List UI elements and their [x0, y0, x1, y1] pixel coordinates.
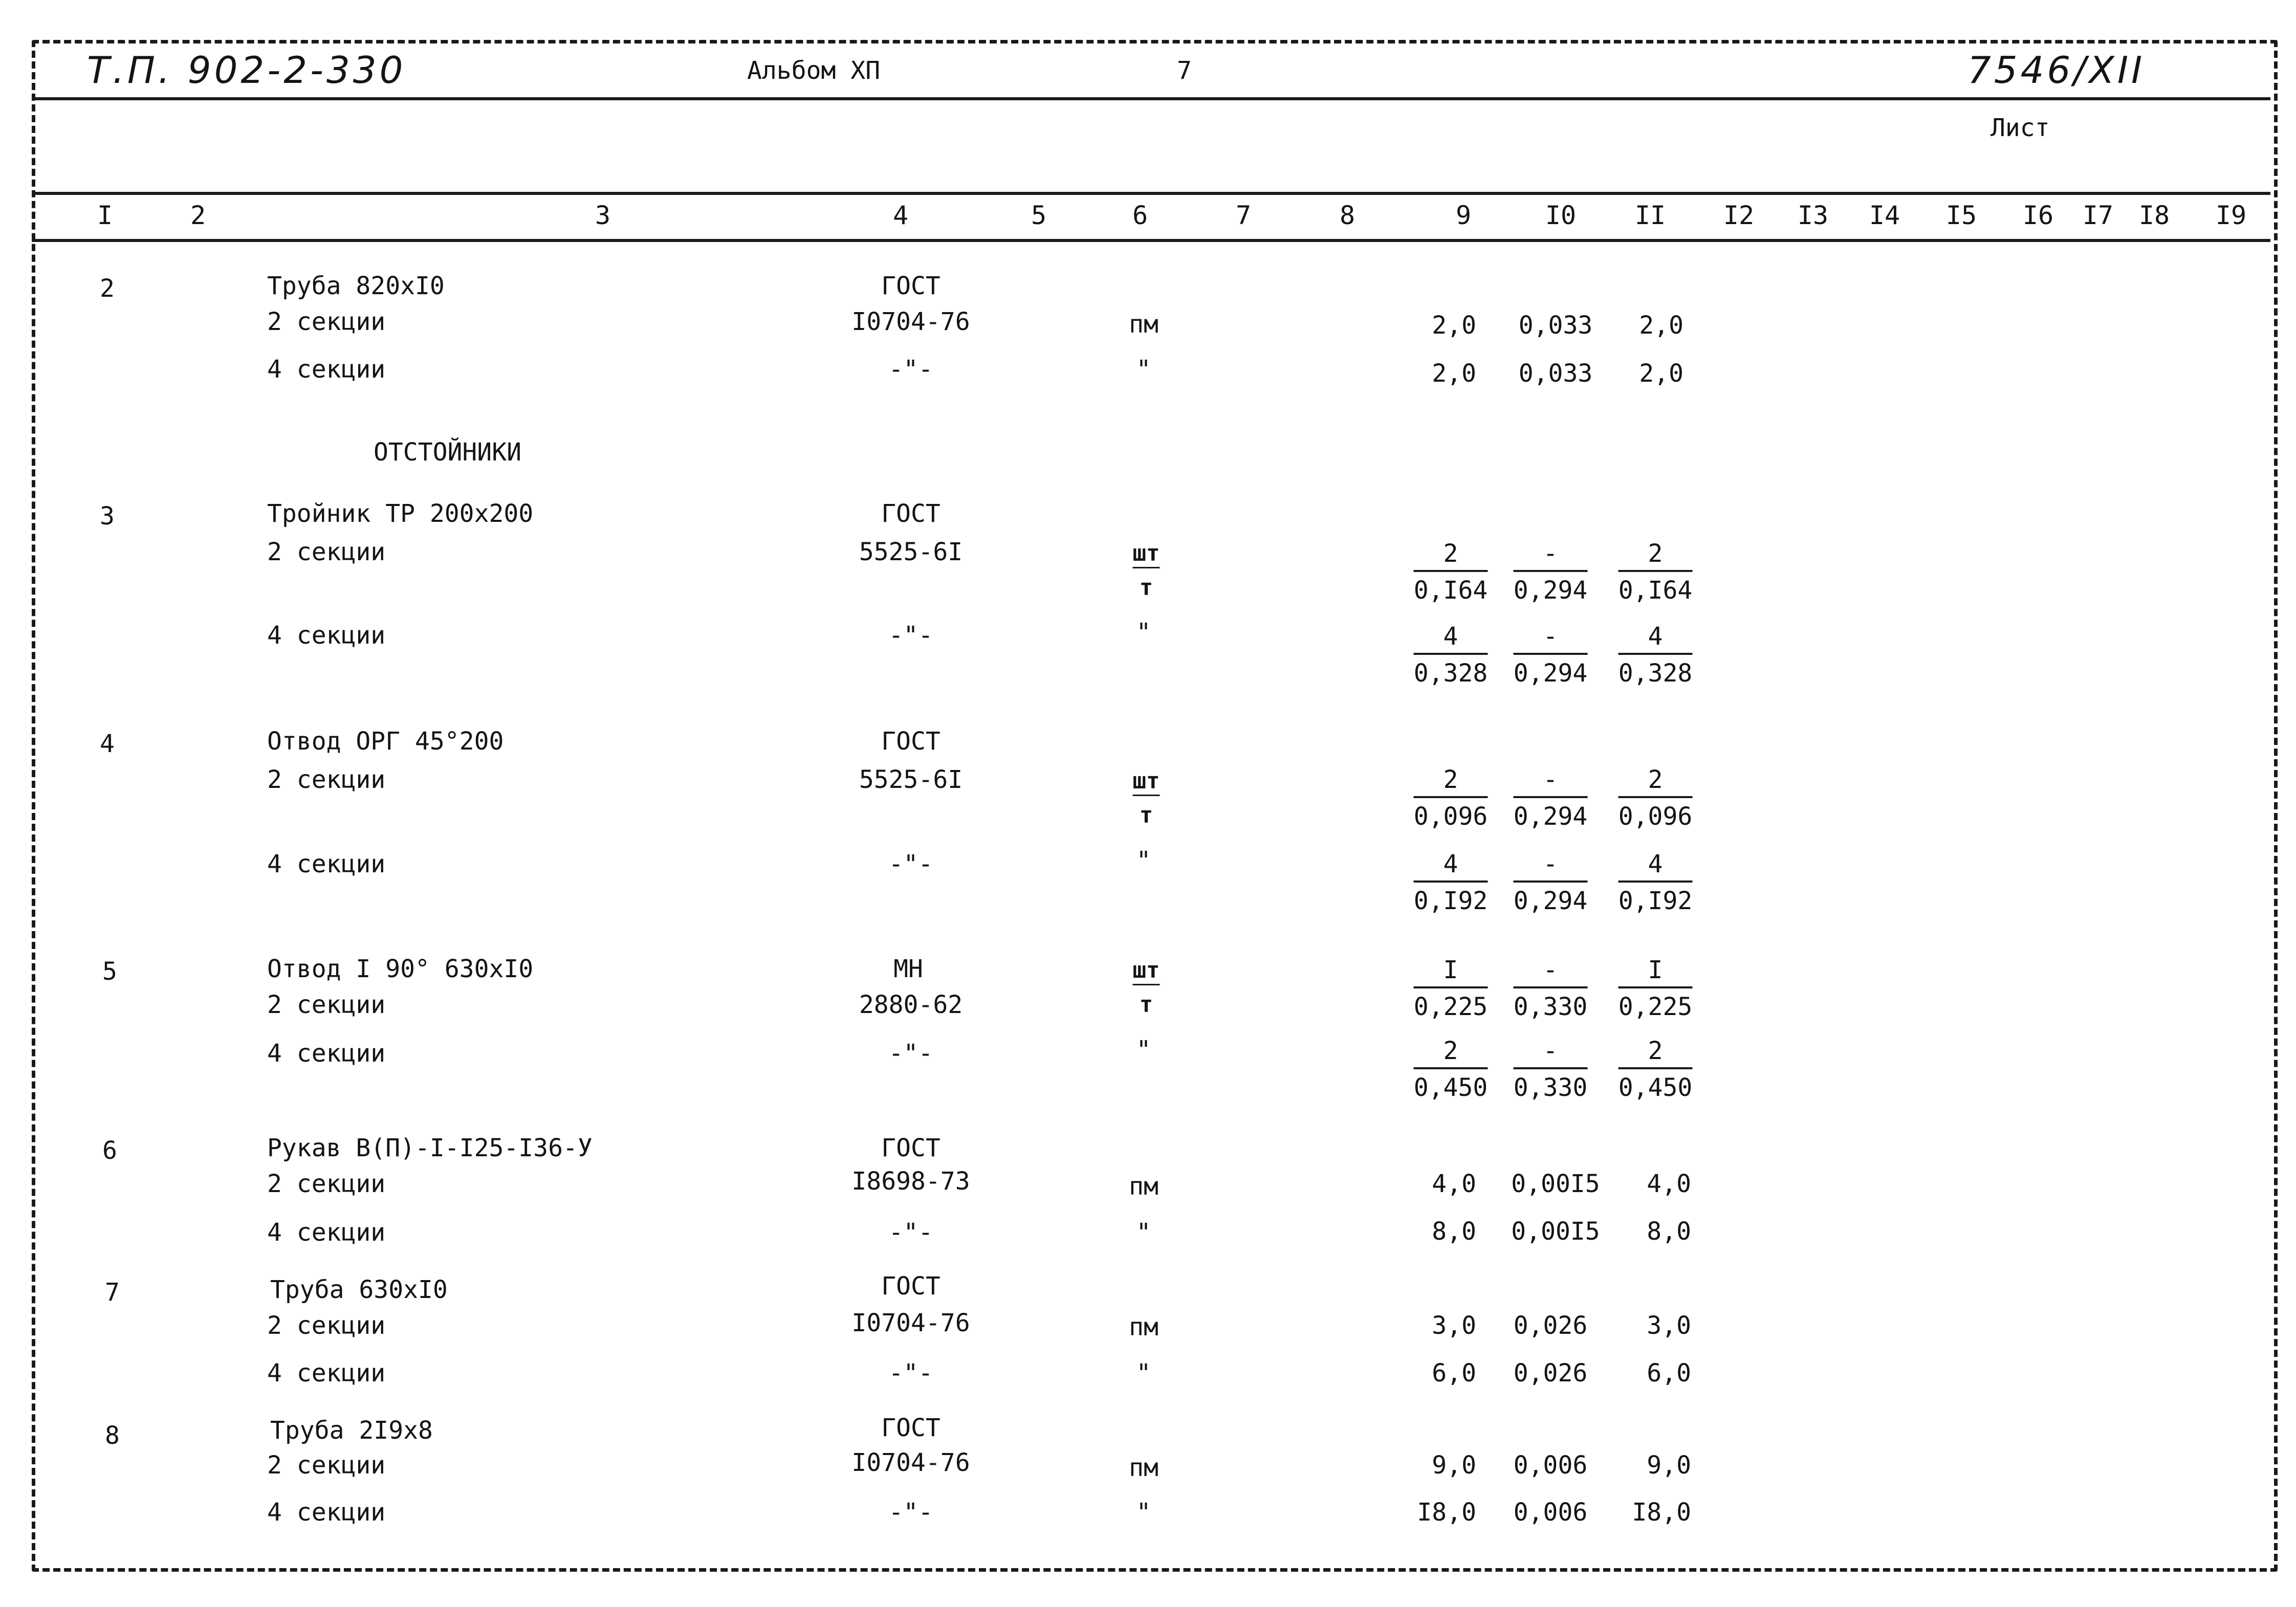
- standard-type: МН: [893, 955, 923, 983]
- fraction-col10: - 0,294: [1513, 622, 1588, 688]
- project-code: Т.П. 902-2-330: [87, 49, 406, 92]
- standard-type: ГОСТ: [881, 272, 941, 300]
- value-col10: 0,026: [1513, 1311, 1588, 1340]
- row-label: 4 секции: [267, 1359, 386, 1388]
- unit: ": [1136, 355, 1151, 384]
- item-number: 4: [100, 730, 115, 758]
- fraction-col10: - 0,330: [1513, 956, 1588, 1021]
- column-number: I3: [1797, 201, 1829, 230]
- value-col10: 0,00I5: [1511, 1170, 1600, 1198]
- value-col9: 8,0: [1432, 1217, 1476, 1246]
- fraction-col9: $\frac{2}{0,450}$: [1413, 1037, 1488, 1102]
- item-name: Отвод I 90° 630xI0: [267, 955, 534, 983]
- standard-number: 2880-62: [859, 990, 963, 1019]
- unit-pair: шт т: [1132, 540, 1160, 601]
- value-col9: 6,0: [1432, 1359, 1476, 1388]
- column-number: I9: [2215, 201, 2247, 230]
- column-number: 7: [1235, 201, 1252, 230]
- value-col11: I8,0: [1632, 1498, 1691, 1527]
- standard-number: -"-: [888, 1218, 933, 1247]
- fraction-col10: - 0,294: [1513, 850, 1588, 915]
- standard-type: ГОСТ: [881, 1134, 941, 1162]
- unit-pair: шт т: [1132, 957, 1160, 1018]
- fraction-col9: $\frac{4}{0,I92}$: [1413, 850, 1488, 915]
- column-number: 4: [892, 201, 909, 230]
- standard-number: -"-: [888, 621, 933, 650]
- row-label: 2 секции: [267, 538, 386, 566]
- column-header-top-rule: [32, 192, 2270, 195]
- value-col10: 0,033: [1518, 311, 1593, 340]
- row-label: 2 секции: [267, 990, 386, 1019]
- sheet-code: 7546/ХII: [1967, 49, 2146, 92]
- item-number: 7: [105, 1278, 120, 1307]
- value-col11: 3,0: [1647, 1311, 1691, 1340]
- fraction-col11: $\frac{4}{0,I92}$: [1618, 850, 1693, 915]
- value-col10: 0,006: [1513, 1498, 1588, 1527]
- column-number: 3: [595, 201, 611, 230]
- section-title: ОТСТОЙНИКИ: [374, 438, 521, 467]
- row-label: 4 секции: [267, 621, 386, 650]
- item-name: Труба 630xI0: [270, 1275, 448, 1304]
- row-label: 4 секции: [267, 1218, 386, 1247]
- item-name: Тройник ТР 200x200: [267, 499, 534, 528]
- standard-number: 5525-6I: [859, 538, 963, 566]
- value-col10: 0,033: [1518, 359, 1593, 388]
- column-number: I5: [1945, 201, 1977, 230]
- fraction-col10: - 0,294: [1513, 539, 1588, 605]
- header-rule: [32, 97, 2270, 100]
- value-col10: 0,006: [1513, 1451, 1588, 1480]
- column-number: I7: [2082, 201, 2114, 230]
- fraction-col10: - 0,330: [1513, 1037, 1588, 1102]
- item-name: Труба 820xI0: [267, 272, 445, 300]
- row-label: 2 секции: [267, 765, 386, 794]
- standard-type: ГОСТ: [881, 1272, 941, 1301]
- column-number: 6: [1132, 201, 1148, 230]
- value-col11: 8,0: [1647, 1217, 1691, 1246]
- standard-type: ГОСТ: [881, 727, 941, 756]
- column-number: 5: [1031, 201, 1047, 230]
- value-col11: 9,0: [1647, 1451, 1691, 1480]
- value-col11: 6,0: [1647, 1359, 1691, 1388]
- sheet-label: Лист: [1991, 114, 2050, 142]
- value-col9: 3,0: [1432, 1311, 1476, 1340]
- fraction-col9: $\frac{I}{0,225}$: [1413, 956, 1488, 1021]
- standard-type: ГОСТ: [881, 499, 941, 528]
- standard-number: -"-: [888, 1039, 933, 1068]
- fraction-col10: - 0,294: [1513, 765, 1588, 831]
- fraction-col9: $\frac{2}{0,096}$: [1413, 765, 1488, 831]
- item-number: 5: [102, 957, 117, 986]
- fraction-col11: $\frac{4}{0,328}$: [1618, 622, 1693, 688]
- row-label: 2 секции: [267, 1451, 386, 1480]
- column-number: 9: [1455, 201, 1472, 230]
- unit: ": [1136, 846, 1151, 875]
- standard-type: ГОСТ: [881, 1414, 941, 1442]
- fraction-col9: $\frac{4}{0,328}$: [1413, 622, 1488, 688]
- value-col9: 2,0: [1432, 311, 1476, 340]
- standard-number: I0704-76: [851, 307, 970, 336]
- column-number: I8: [2138, 201, 2170, 230]
- unit: ": [1136, 1218, 1151, 1247]
- column-number: 2: [190, 201, 206, 230]
- row-label: 4 секции: [267, 355, 386, 384]
- fraction-col9: $\frac{2}{0,I64}$: [1413, 539, 1488, 605]
- value-col10: 0,026: [1513, 1359, 1588, 1388]
- unit: ": [1136, 618, 1151, 647]
- unit: ": [1136, 1359, 1151, 1388]
- page-number: 7: [1177, 56, 1192, 85]
- unit: пм: [1129, 1172, 1158, 1201]
- item-number: 6: [102, 1136, 117, 1165]
- column-number: I6: [2022, 201, 2054, 230]
- value-col9: 9,0: [1432, 1451, 1476, 1480]
- fraction-col11: $\frac{2}{0,450}$: [1618, 1037, 1693, 1102]
- fraction-col11: $\frac{2}{0,096}$: [1618, 765, 1693, 831]
- unit: ": [1136, 1036, 1151, 1064]
- standard-number: -"-: [888, 1359, 933, 1388]
- row-label: 4 секции: [267, 1498, 386, 1527]
- unit-pair: шт т: [1132, 768, 1160, 828]
- row-label: 2 секции: [267, 1170, 386, 1198]
- item-number: 8: [105, 1421, 120, 1450]
- standard-number: I8698-73: [851, 1167, 970, 1196]
- item-name: Труба 2I9x8: [270, 1416, 433, 1445]
- row-label: 2 секции: [267, 307, 386, 336]
- column-number: II: [1634, 201, 1666, 230]
- column-number: 8: [1339, 201, 1355, 230]
- row-label: 2 секции: [267, 1311, 386, 1340]
- value-col9: 2,0: [1432, 359, 1476, 388]
- value-col9: I8,0: [1417, 1498, 1476, 1527]
- standard-number: 5525-6I: [859, 765, 963, 794]
- item-number: 2: [100, 274, 115, 303]
- column-header-bottom-rule: [32, 239, 2270, 242]
- value-col11: 2,0: [1639, 311, 1683, 340]
- value-col9: 4,0: [1432, 1170, 1476, 1198]
- unit: пм: [1129, 1454, 1158, 1482]
- album-label: Альбом ХП: [747, 56, 881, 85]
- row-label: 4 секции: [267, 1039, 386, 1068]
- item-name: Рукав В(П)-I-I25-I36-У: [267, 1134, 593, 1162]
- unit: пм: [1129, 1313, 1158, 1341]
- column-number: I2: [1723, 201, 1755, 230]
- value-col10: 0,00I5: [1511, 1217, 1600, 1246]
- unit: пм: [1129, 310, 1158, 339]
- standard-number: I0704-76: [851, 1309, 970, 1337]
- column-number: I4: [1869, 201, 1900, 230]
- standard-number: -"-: [888, 1498, 933, 1527]
- fraction-col11: $\frac{2}{0,I64}$: [1618, 539, 1693, 605]
- column-number: I0: [1545, 201, 1577, 230]
- item-number: 3: [100, 502, 115, 531]
- standard-number: I0704-76: [851, 1448, 970, 1477]
- row-label: 4 секции: [267, 850, 386, 878]
- fraction-col11: $\frac{I}{0,225}$: [1618, 956, 1693, 1021]
- column-number: I: [97, 201, 113, 230]
- standard-number: -"-: [888, 355, 933, 384]
- item-name: Отвод ОРГ 45°200: [267, 727, 504, 756]
- unit: ": [1136, 1498, 1151, 1527]
- value-col11: 2,0: [1639, 359, 1683, 388]
- standard-number: -"-: [888, 850, 933, 878]
- value-col11: 4,0: [1647, 1170, 1691, 1198]
